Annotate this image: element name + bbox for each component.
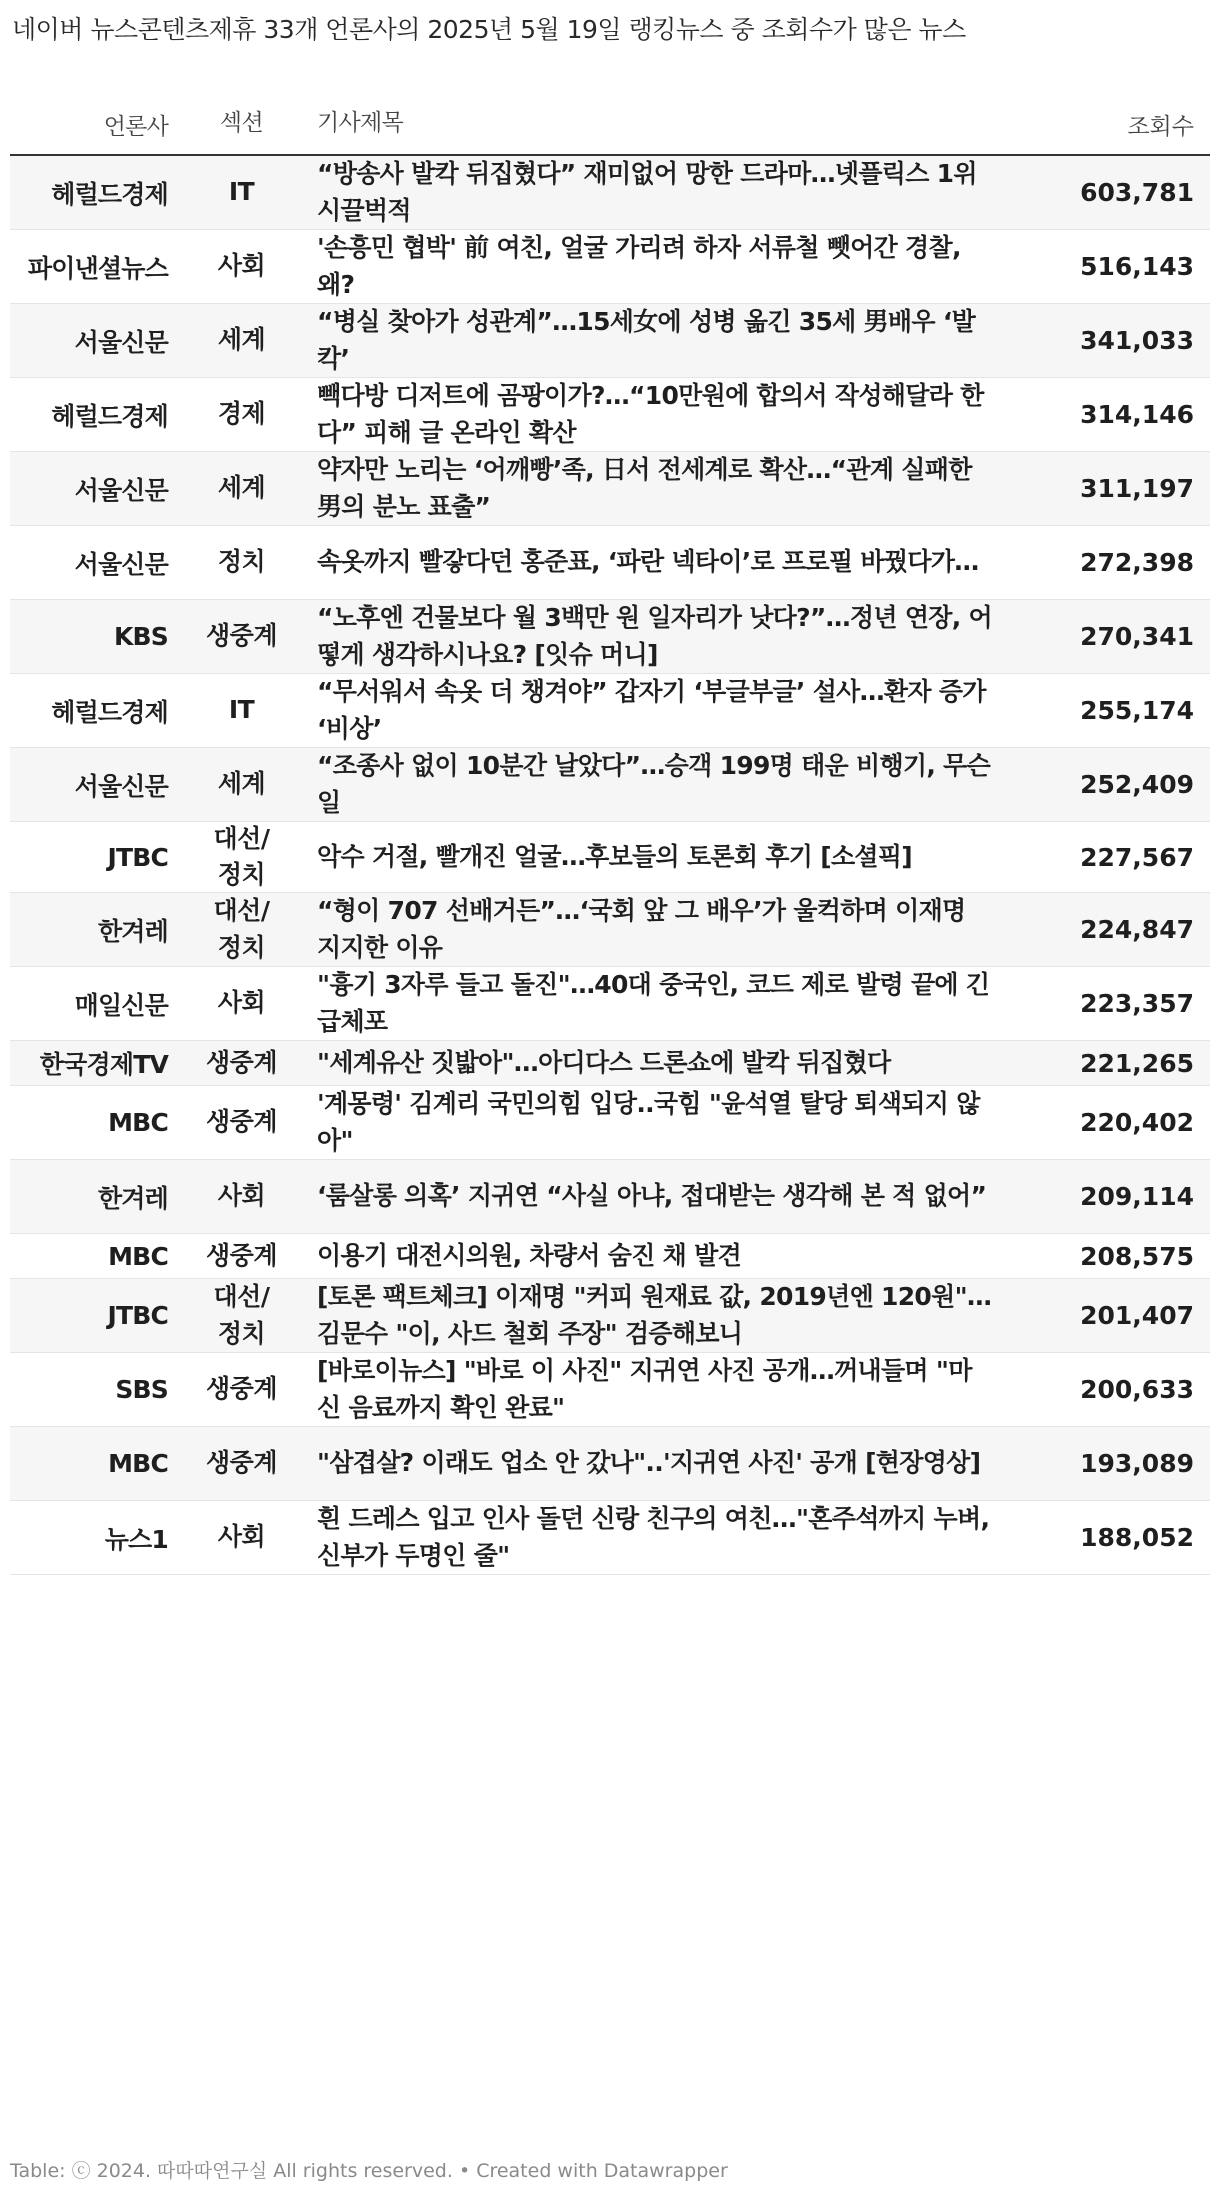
views-cell: 193,089	[1080, 1449, 1194, 1478]
views-cell: 252,409	[1080, 770, 1194, 799]
section-cell: 세계	[217, 473, 266, 503]
table-header	[10, 94, 1210, 156]
table-row	[10, 748, 1210, 822]
article-title-cell: “병실 찾아가 성관계”…15세女에 성병 옮긴 35세 男배우 ‘발칵’	[317, 307, 976, 373]
table-row	[10, 230, 1210, 304]
publisher-cell: 서울신문	[74, 771, 168, 801]
header-article-title[interactable]: 기사제목	[317, 110, 404, 137]
table-row	[10, 156, 1210, 230]
table-row	[10, 1041, 1210, 1086]
publisher-cell: 뉴스1	[104, 1524, 168, 1554]
section-cell: 정치	[217, 547, 266, 577]
table-row	[10, 378, 1210, 452]
section-cell: 생중계	[206, 1047, 277, 1077]
article-title-cell: [바로이뉴스] "바로 이 사진" 지귀연 사진 공개…꺼내들며 "마신 음료까지 확인 완료"	[317, 1356, 972, 1422]
views-cell: 516,143	[1080, 252, 1194, 281]
article-title-cell: 속옷까지 빨갛다던 홍준표, ‘파란 넥타이’로 프로필 바꿨다가…	[317, 547, 979, 577]
publisher-cell: JTBC	[107, 842, 168, 872]
section-cell: 세계	[217, 325, 266, 355]
article-title-cell: '손흥민 협박' 前 여친, 얼굴 가리려 하자 서류철 뺏어간 경찰, 왜?	[317, 233, 961, 299]
section-cell: 생중계	[206, 1240, 277, 1270]
article-title-cell: 이용기 대전시의원, 차량서 숨진 채 발견	[317, 1240, 742, 1270]
views-cell: 221,265	[1080, 1048, 1194, 1078]
footer-credit: Table: ⓒ 2024. 따따따연구실 All rights reserved. • Created with Datawrapper	[10, 2160, 728, 2182]
table-row	[10, 1501, 1210, 1575]
table-row	[10, 452, 1210, 526]
article-title-cell: 악수 거절, 빨개진 얼굴…후보들의 토론회 후기 [소셜픽]	[317, 841, 913, 871]
table-row	[10, 526, 1210, 600]
views-cell: 227,567	[1080, 842, 1194, 872]
table-row	[10, 1353, 1210, 1427]
publisher-cell: SBS	[115, 1375, 168, 1404]
table-row	[10, 967, 1210, 1041]
views-cell: 223,357	[1080, 989, 1194, 1018]
section-cell: 사회	[217, 1181, 266, 1211]
section-cell: IT	[228, 695, 255, 725]
article-title-cell: "세계유산 짓밟아"…아디다스 드론쇼에 발칵 뒤집혔다	[317, 1047, 891, 1077]
section-cell: 생중계	[206, 1448, 277, 1478]
table-row	[10, 674, 1210, 748]
ranking-table	[10, 94, 1210, 1575]
article-title-cell: [토론 팩트체크] 이재명 "커피 원재료 값, 2019년엔 120원"…김문수 "이, 사드 철회 주장" 검증해보니	[317, 1282, 992, 1348]
table-row	[10, 1086, 1210, 1160]
article-title-cell: “무서워서 속옷 더 챙겨야” 갑자기 ‘부글부글’ 설사…환자 증가 ‘비상’	[317, 677, 986, 743]
publisher-cell: MBC	[108, 1241, 168, 1271]
section-cell: 세계	[217, 769, 266, 799]
table-row	[10, 600, 1210, 674]
publisher-cell: 서울신문	[74, 549, 168, 579]
views-cell: 188,052	[1080, 1523, 1194, 1552]
section-cell: 생중계	[206, 1107, 277, 1137]
table-row	[10, 1427, 1210, 1501]
table-row	[10, 893, 1210, 967]
views-cell: 200,633	[1080, 1375, 1194, 1404]
section-cell: IT	[228, 177, 255, 207]
table-row	[10, 1160, 1210, 1234]
publisher-cell: 헤럴드경제	[51, 179, 168, 209]
section-cell: 사회	[217, 251, 266, 281]
publisher-cell: 헤럴드경제	[51, 401, 168, 431]
publisher-cell: 파이낸셜뉴스	[27, 253, 168, 283]
views-cell: 224,847	[1080, 915, 1194, 944]
article-title-cell: 약자만 노리는 ‘어깨빵’족, 日서 전세계로 확산…“관계 실패한 男의 분노 표출”	[317, 455, 972, 521]
section-cell: 경제	[217, 399, 266, 429]
views-cell: 270,341	[1080, 622, 1194, 651]
table-row	[10, 1279, 1210, 1353]
views-cell: 311,197	[1080, 474, 1194, 503]
table-row	[10, 822, 1210, 893]
views-cell: 272,398	[1080, 548, 1194, 577]
views-cell: 201,407	[1080, 1301, 1194, 1330]
article-title-cell: “노후엔 건물보다 월 3백만 원 일자리가 낫다?”…정년 연장, 어떻게 생각하시나요? [잇슈 머니]	[317, 603, 992, 669]
publisher-cell: MBC	[108, 1108, 168, 1137]
section-cell: 대선/정치	[213, 896, 270, 962]
publisher-cell: 서울신문	[74, 475, 168, 505]
article-title-cell: '계몽령' 김계리 국민의힘 입당..국힘 "윤석열 탈당 퇴색되지 않아"	[317, 1089, 980, 1155]
section-cell: 대선/정치	[213, 1282, 270, 1348]
publisher-cell: 매일신문	[74, 990, 168, 1020]
publisher-cell: 서울신문	[74, 327, 168, 357]
views-cell: 255,174	[1080, 696, 1194, 725]
article-title-cell: 흰 드레스 입고 인사 돌던 신랑 친구의 여친…"혼주석까지 누벼, 신부가 두명인 줄"	[317, 1504, 990, 1570]
section-cell: 사회	[217, 988, 266, 1018]
article-title-cell: “조종사 없이 10분간 날았다”…승객 199명 태운 비행기, 무슨 일	[317, 751, 991, 817]
publisher-cell: 한겨레	[97, 916, 168, 946]
table-body	[10, 156, 1210, 1575]
page-title: 네이버 뉴스콘텐츠제휴 33개 언론사의 2025년 5월 19일 랭킹뉴스 중 조회수가 많은 뉴스	[12, 15, 966, 44]
table-row	[10, 304, 1210, 378]
section-cell: 생중계	[206, 1374, 277, 1404]
article-title-cell: "흉기 3자루 들고 돌진"…40대 중국인, 코드 제로 발령 끝에 긴급체포	[317, 970, 990, 1036]
views-cell: 314,146	[1080, 400, 1194, 429]
section-cell: 생중계	[206, 621, 277, 651]
header-views[interactable]: 조회수	[1127, 113, 1194, 140]
publisher-cell: MBC	[108, 1449, 168, 1478]
header-publisher[interactable]: 언론사	[103, 113, 168, 140]
section-cell: 대선/정치	[213, 823, 270, 889]
article-title-cell: “형이 707 선배거든”…‘국회 앞 그 배우’가 울컥하며 이재명 지지한 이유	[317, 896, 966, 962]
publisher-cell: 한국경제TV	[39, 1050, 168, 1079]
section-cell: 사회	[217, 1522, 266, 1552]
article-title-cell: 빽다방 디저트에 곰팡이가?…“10만원에 합의서 작성해달라 한다” 피해 글 온라인 확산	[317, 381, 984, 447]
publisher-cell: 헤럴드경제	[51, 697, 168, 727]
article-title-cell: ‘룸살롱 의혹’ 지귀연 “사실 아냐, 접대받는 생각해 본 적 없어”	[317, 1181, 987, 1211]
publisher-cell: JTBC	[107, 1301, 168, 1330]
publisher-cell: KBS	[113, 622, 168, 651]
article-title-cell: “방송사 발칵 뒤집혔다” 재미없어 망한 드라마…넷플릭스 1위 시끌벅적	[317, 159, 977, 225]
article-title-cell: "삼겹살? 이래도 업소 안 갔나"..'지귀연 사진' 공개 [현장영상]	[317, 1448, 981, 1478]
views-cell: 603,781	[1080, 178, 1194, 207]
table-row	[10, 1234, 1210, 1279]
views-cell: 208,575	[1080, 1241, 1194, 1271]
views-cell: 341,033	[1080, 326, 1194, 355]
views-cell: 220,402	[1080, 1108, 1194, 1137]
publisher-cell: 한겨레	[97, 1183, 168, 1213]
views-cell: 209,114	[1080, 1182, 1194, 1211]
header-section[interactable]: 섹션	[219, 110, 264, 137]
